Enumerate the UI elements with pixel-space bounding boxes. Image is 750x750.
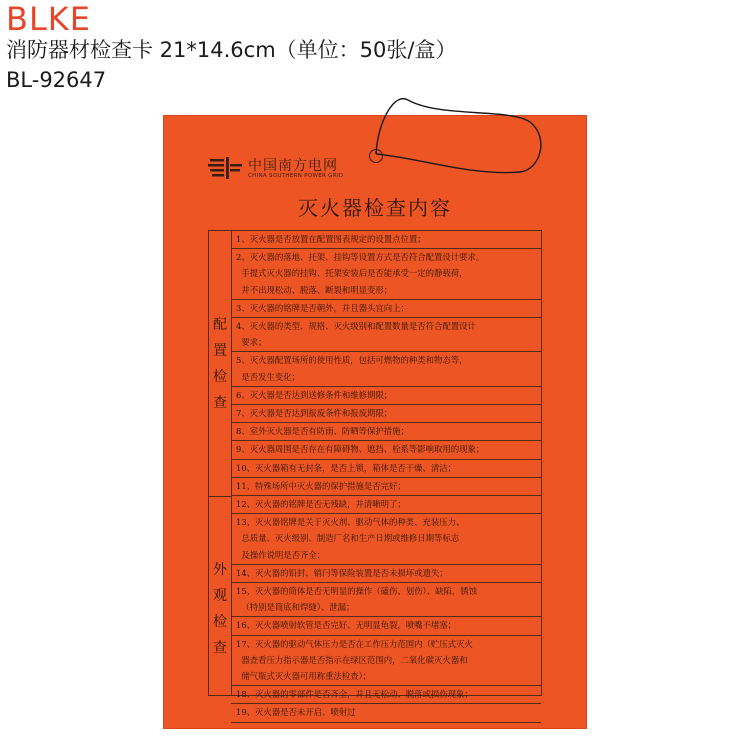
inspection-row-text: 8、室外灭火器是否有防雨、防晒等保护措施；	[236, 426, 409, 437]
inspection-row	[231, 318, 541, 352]
section-label-char: 观	[213, 588, 227, 605]
inspection-row	[231, 387, 541, 405]
inspection-row-text: 13、灭火器铭牌是关于灭火剂、驱动气体的种类、充装压力、 总质量、灭火级别、制造厂名和生产日期或维修日期等标志 及操作说明是否齐全；	[236, 517, 465, 560]
inspection-row	[231, 565, 541, 583]
inspection-row-text: 10、灭火器箱有无封条，是否上锁，箱体是否干燥、清洁；	[236, 462, 457, 473]
inspection-row	[231, 617, 541, 635]
inspection-row	[231, 636, 541, 687]
logo-english-name: CHINA SOUTHERN POWER GRID	[248, 173, 344, 179]
inspection-row-text: 5、灭火器配置场所的使用性质，包括可燃物的种类和物态等， 是否发生变化；	[236, 355, 468, 382]
inspection-row-text: 1、灭火器是否放置在配置图表规定的设置点位置；	[236, 234, 426, 244]
brand-name: BLKE	[6, 0, 91, 38]
product-title: 消防器材检查卡 21*14.6cm（单位：50张/盒）	[6, 38, 457, 62]
inspection-row-text: 9、灭火器周围是否存在有障碍物、遮挡、栓系等影响取用的现象；	[236, 444, 485, 455]
inspection-row-text: 16、灭火器喷射软管是否完好、无明显龟裂，喷嘴不堵塞；	[236, 620, 457, 631]
inspection-row	[231, 441, 541, 459]
inspection-row-text: 19、灭火器是否未开启、喷射过	[236, 707, 356, 718]
section-column	[209, 231, 232, 695]
inspection-row	[231, 704, 541, 722]
company-logo	[208, 155, 408, 181]
section-label-char: 检	[213, 614, 227, 631]
inspection-row-text: 6、灭火器是否达到送修条件和维修期限；	[236, 389, 393, 400]
inspection-row-text: 7、灭火器是否达到报废条件和报废期限；	[236, 408, 393, 418]
inspection-row	[231, 249, 541, 300]
product-model: BL-92647	[6, 68, 107, 92]
inspection-row-text: 15、灭火器的筒体是否无明显的操作（磕伤、划伤）、缺陷，锈蚀 （特别是筒底和焊缝）、泄漏；	[236, 586, 477, 613]
inspection-card	[164, 116, 586, 728]
inspection-row-text: 17、灭火器的驱动气体压力是否在工作压力范围内（贮压式灭火 器查看压力指示器是否指示在绿区范围内，二氧化碳灭火器和 储气瓶式灭火器可用称重法检查）；	[236, 638, 473, 681]
section-label-char: 检	[213, 368, 227, 385]
section-label-char: 外	[213, 562, 227, 579]
inspection-row	[231, 496, 541, 514]
inspection-row	[231, 231, 541, 249]
section-label-char: 查	[213, 394, 227, 411]
inspection-row-text: 11、特殊场所中灭火器的保护措施是否完好；	[236, 480, 406, 491]
inspection-row	[231, 300, 541, 318]
inspection-row-text: 18、灭火器的零部件是否齐全，并且无松动、脱落或损伤现象；	[236, 689, 473, 700]
inspection-table	[208, 230, 542, 718]
section-label-char: 查	[213, 640, 227, 657]
inspection-row	[231, 686, 541, 704]
inspection-row-text: 4、灭火器的类型、规格、灭火级别和配置数量是否符合配置设计 要求；	[236, 321, 476, 348]
inspection-row	[231, 405, 541, 423]
inspection-row	[231, 514, 541, 565]
inspection-row-text: 12、灭火器的铭牌是否无残缺，并清晰明了；	[236, 499, 406, 509]
inspection-row	[231, 478, 541, 496]
section-divider	[209, 496, 231, 497]
inspection-row	[231, 423, 541, 441]
section-label-char: 置	[213, 342, 227, 359]
inspection-row	[231, 460, 541, 478]
inspection-row	[231, 352, 541, 386]
logo-chinese-name: 中国南方电网	[248, 158, 338, 174]
section-label-char: 配	[213, 316, 227, 333]
card-title: 灭火器检查内容	[298, 196, 452, 220]
inspection-row	[231, 583, 541, 617]
inspection-row-text: 2、灭火器的落地、托架、挂钩等设置方式是否符合配置设计要求。 手提式灭火器的挂钩、托架安装后是否能承受一定的静载荷， 并不出现松动、脱落、断裂和明显变形；	[236, 252, 485, 295]
inspection-row-text: 14、灭火器的铅封、销闩等保险装置是否未损坏或遗失；	[236, 567, 448, 578]
inspection-row-text: 3、灭火器的铭牌是否朝外，并且器头宜向上；	[236, 302, 409, 313]
power-grid-logo-icon	[208, 155, 242, 181]
